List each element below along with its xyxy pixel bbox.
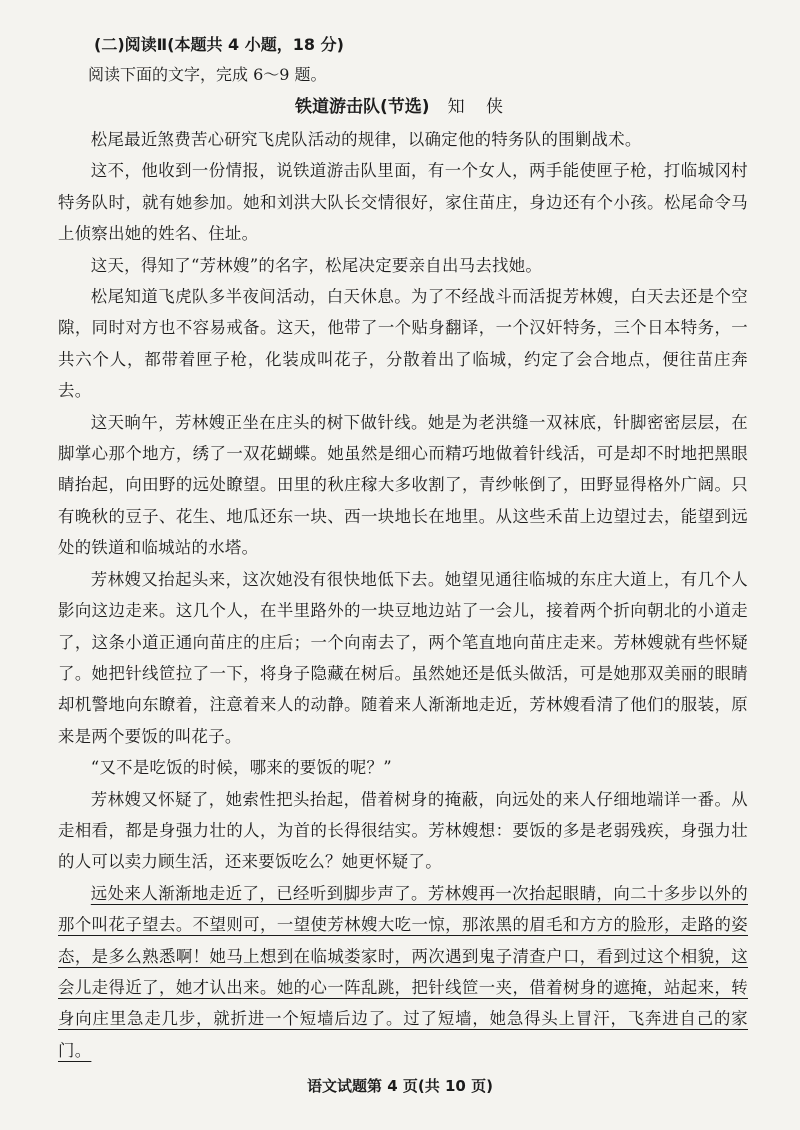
passage-title: 铁道游击队(节选) bbox=[295, 97, 430, 117]
paragraph-7: “又不是吃饭的时候，哪来的要饭的呢？” bbox=[90, 758, 392, 778]
underlined-text: 远处来人渐渐地走近了，已经听到脚步声了。芳林嫂再一次抬起眼睛，向二十多步以外的那个叫花子望去。不望则可，一望使芳林嫂大吃一惊，那浓黑的眉毛和方方的脸形，走路的姿态，是多么熟悉啊！她马上想到在临城娄家时，两次遇到鬼子清查户口，看到过这个相貌，这会儿走得近了，她才认出来。她的心一阵乱跳，把针线笸一夹，借着树身的遮掩，站起来，转身向庄里急走几步，就折进一个短墙后边了。过了短墙，她急得头上冒汗，飞奔进自己的家门。 bbox=[58, 883, 748, 1060]
paragraph-3: 这天，得知了“芳林嫂”的名字，松尾决定要亲自出马去找她。 bbox=[90, 255, 543, 275]
section-heading: (二)阅读Ⅱ(本题共 4 小题，18 分) bbox=[94, 35, 344, 54]
paragraph-6: 芳林嫂又抬起头来，这次她没有很快地低下去。她望见通往临城的东庄大道上，有几个人影向这边走来。这几个人，在半里路外的一块豆地边站了一会儿，接着两个折向朝北的小道走了，这条小道正通向苗庄的庄后；一个向南去了，两个笔直地向苗庄走来。芳林嫂就有些怀疑了。她把针线笸拉了一下，将身子隐藏在树后。虽然她还是低头做活，可是她那双美丽的眼睛却机警地向东瞭着，注意着来人的动静。随着来人渐渐地走近，芳林嫂看清了他们的服装，原来是两个要饭的叫花子。 bbox=[58, 569, 748, 746]
underlined-paragraph bbox=[58, 878, 748, 1066]
paragraph-2: 这不，他收到一份情报，说铁道游击队里面，有一个女人，两手能使匣子枪，打临城冈村特务队时，就有她参加。她和刘洪大队长交情很好，家住苗庄，身边还有个小孩。松尾命令马上侦察出她的姓名、住址。 bbox=[58, 161, 748, 244]
paragraph-5: 这天晌午，芳林嫂正坐在庄头的树下做针线。她是为老洪缝一双袜底，针脚密密层层，在脚掌心那个地方，绣了一双花蝴蝶。她虽然是细心而精巧地做着针线活，可是却不时地把黑眼睛抬起，向田野的远处瞭望。田里的秋庄稼大多收割了，青纱帐倒了，田野显得格外广阔。只有晚秋的豆子、花生、地瓜还东一块、西一块地长在地里。从这些禾苗上边望过去，能望到远处的铁道和临城站的水塔。 bbox=[58, 412, 748, 558]
paragraph-1: 松尾最近煞费苦心研究飞虎队活动的规律，以确定他的特务队的围剿战术。 bbox=[90, 130, 642, 149]
passage-title-line bbox=[58, 90, 748, 124]
exam-page bbox=[58, 30, 748, 1066]
instruction-text: 阅读下面的文字，完成 6～9 题。 bbox=[88, 65, 327, 84]
page-footer: 语文试题第 4 页(共 10 页) bbox=[307, 1077, 493, 1095]
paragraph-8: 芳林嫂又怀疑了，她索性把头抬起，借着树身的掩蔽，向远处的来人仔细地端详一番。从走相看，都是身强力壮的人，为首的长得很结实。芳林嫂想：要饭的多是老弱残疾，身强力壮的人可以卖力顾生活，还来要饭吃么？她更怀疑了。 bbox=[58, 789, 748, 872]
passage-author: 知 侠 bbox=[447, 97, 511, 117]
paragraph-4: 松尾知道飞虎队多半夜间活动，白天休息。为了不经战斗而活捉芳林嫂，白天去还是个空隙，同时对方也不容易戒备。这天，他带了一个贴身翻译，一个汉奸特务，三个日本特务，一共六个人，都带着匣子枪，化装成叫花子，分散着出了临城，约定了会合地点，便往苗庄奔去。 bbox=[58, 287, 748, 401]
